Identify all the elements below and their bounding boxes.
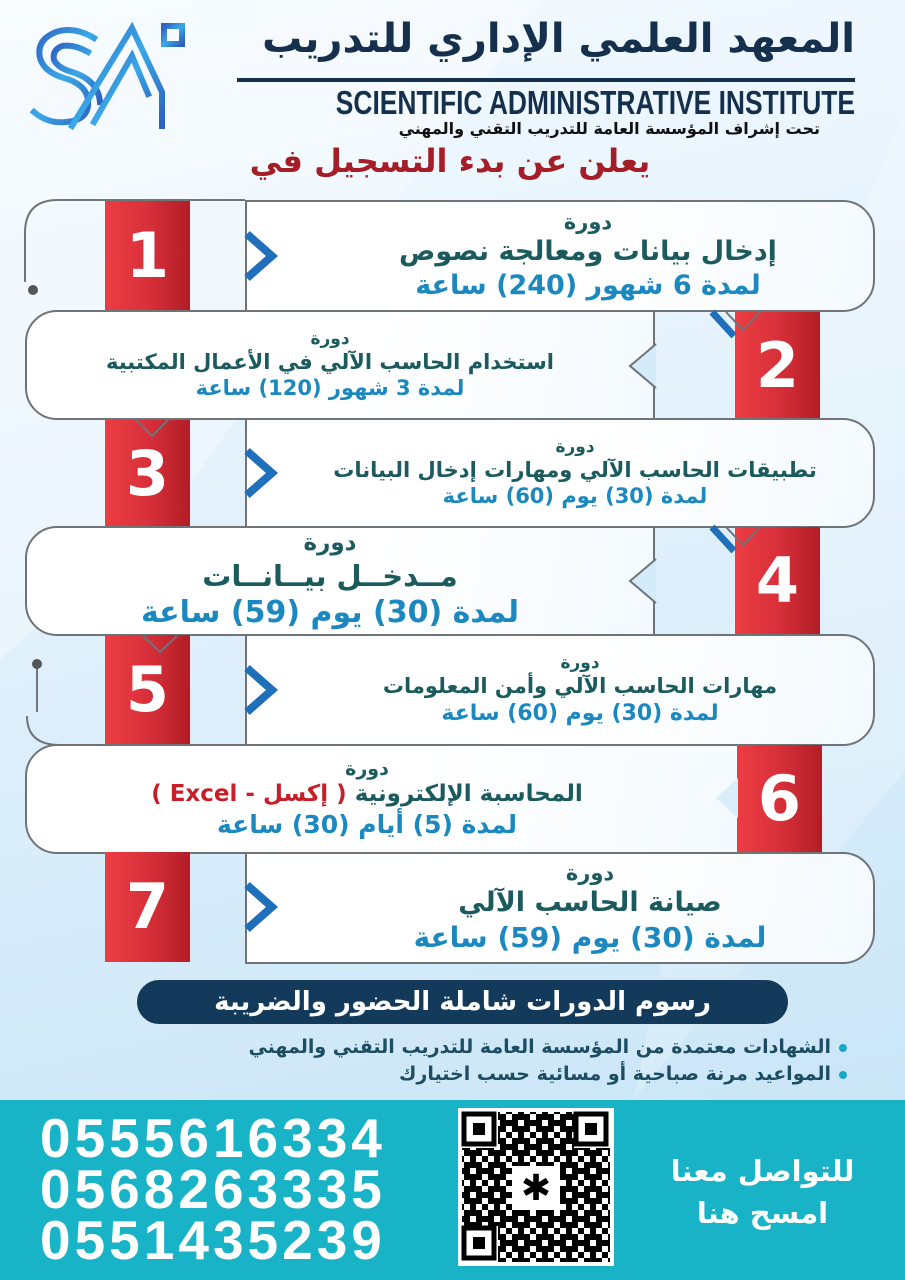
fees-note-banner [135,978,790,1026]
phone-number: 0568263335 [40,1158,386,1220]
course-card-2 [25,310,655,420]
course-number: 3 [125,436,170,510]
course-number-badge-7 [105,852,190,962]
course-number-badge-2 [735,312,820,420]
course-duration: لمدة 6 شهور (240) ساعة [415,269,761,301]
course-title-highlight: ( إكسل - Excel ) [151,781,347,808]
course-duration: لمدة (30) يوم (59) ساعة [413,920,767,954]
course-card-3 [245,418,875,528]
course-label: دورة [555,436,595,457]
course-label: دورة [303,530,357,557]
course-card-4 [25,526,655,636]
note-text: المواعيد مرنة صباحية أو مسائية حسب اختيارك [399,1063,831,1085]
course-number: 4 [755,544,800,617]
registration-announcement: يعلن عن بدء التسجيل في [249,142,651,180]
bullet-icon [839,1044,847,1052]
note-item [248,1034,847,1061]
course-duration: لمدة (30) يوم (60) ساعة [442,484,708,509]
course-duration: لمدة 3 شهور (120) ساعة [195,376,465,401]
course-card-6 [25,744,739,854]
course-card-5 [245,634,875,746]
institute-logo [28,22,194,130]
course-number-badge-4 [735,527,820,635]
course-number: 2 [755,329,800,402]
course-duration: لمدة (30) يوم (60) ساعة [441,700,719,726]
course-title-row [27,780,707,809]
course-number: 1 [125,219,170,292]
institute-title-english: SCIENTIFIC ADMINISTRATIVE INSTITUTE [335,84,855,121]
institute-title-arabic: المعهد العلمي الإداري للتدريب [262,16,855,62]
course-title: مهارات الحاسب الآلي وأمن المعلومات [382,674,778,699]
course-number-badge-1 [105,200,190,312]
phone-number: 0555616334 [40,1107,386,1169]
header-divider [237,78,855,82]
cta-scan-here: امسح هنا [696,1196,829,1230]
course-card-1 [245,200,875,312]
qr-code-icon [458,1108,614,1266]
course-duration: لمدة (5) أيام (30) ساعة [217,810,517,840]
sai-logo-icon [28,22,194,130]
fees-note-text: رسوم الدورات شاملة الحضور والضريبة [214,987,711,1017]
course-label: دورة [563,209,613,234]
course-duration: لمدة (30) يوم (59) ساعة [140,595,520,631]
cta-contact-us: للتواصل معنا [670,1154,855,1188]
course-number-badge-5 [105,635,190,745]
course-number: 5 [125,653,170,726]
supervision-note: تحت إشراف المؤسسة العامة للتدريب التقني والمهني [398,119,820,138]
course-label: دورة [310,328,350,349]
course-title: صيانة الحاسب الآلي [458,887,722,919]
qr-center-icon: ✱ [520,1168,552,1209]
course-number-badge-6 [737,745,822,852]
phone-number: 0551435239 [40,1209,386,1271]
notes-list [248,1034,847,1088]
course-number-badge-3 [105,420,190,527]
qr-code [458,1108,614,1266]
course-number: 7 [125,870,170,943]
note-item [248,1061,847,1088]
course-label: دورة [560,652,600,673]
course-title: المحاسبة الإلكترونية [354,781,583,808]
course-title: مــدخــل بيــانــات [202,558,458,593]
course-label: دورة [345,757,389,780]
note-text: الشهادات معتمدة من المؤسسة العامة للتدريب التقني والمهني [248,1036,831,1058]
course-title: تطبيقات الحاسب الآلي ومهارات إدخال البيانات [333,457,817,482]
phone-list [40,1107,386,1271]
bullet-icon [839,1071,847,1079]
course-number: 6 [757,761,802,835]
contact-cta [650,1150,875,1234]
course-title: استخدام الحاسب الآلي في الأعمال المكتبية [106,349,554,374]
course-title: إدخال بيانات ومعالجة نصوص [399,235,777,267]
course-label: دورة [565,861,615,886]
course-card-7 [245,852,875,964]
